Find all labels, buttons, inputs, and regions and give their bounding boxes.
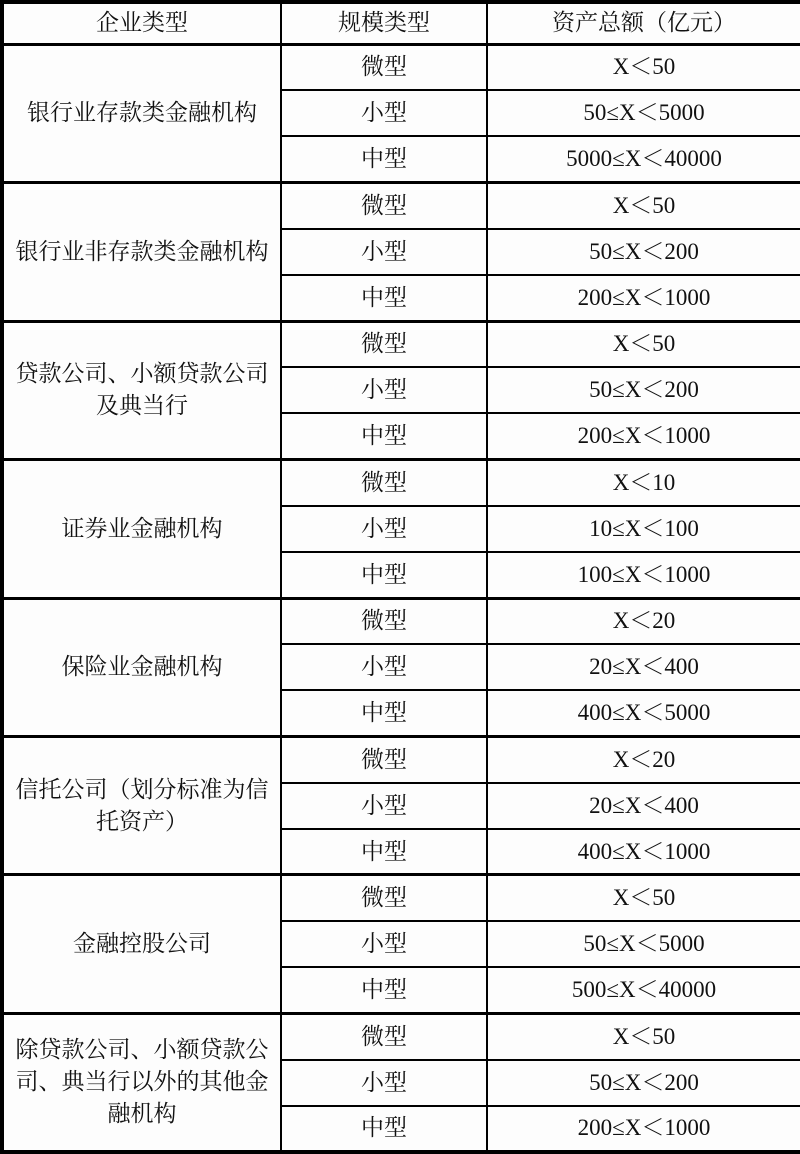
scale-type-cell: 微型	[281, 875, 487, 921]
enterprise-type-cell: 金融控股公司	[2, 875, 281, 1013]
asset-range-cell: 200≤X＜1000	[487, 275, 800, 321]
scale-type-cell: 中型	[281, 136, 487, 182]
header-enterprise-type: 企业类型	[2, 2, 281, 44]
enterprise-type-cell: 证券业金融机构	[2, 460, 281, 598]
asset-range-cell: X＜50	[487, 321, 800, 367]
scale-type-cell: 小型	[281, 367, 487, 413]
asset-range-cell: X＜50	[487, 44, 800, 90]
asset-range-cell: 20≤X＜400	[487, 783, 800, 829]
table-row	[2, 44, 800, 90]
table-row	[2, 183, 800, 229]
scale-type-cell: 小型	[281, 921, 487, 967]
scale-type-cell: 微型	[281, 736, 487, 782]
table-row	[2, 875, 800, 921]
header-scale-type: 规模类型	[281, 2, 487, 44]
asset-range-cell: X＜20	[487, 736, 800, 782]
scale-type-cell: 微型	[281, 44, 487, 90]
enterprise-type-cell: 银行业非存款类金融机构	[2, 183, 281, 321]
scale-type-cell: 中型	[281, 413, 487, 459]
scale-type-cell: 微型	[281, 460, 487, 506]
asset-range-cell: X＜20	[487, 598, 800, 644]
table-row	[2, 736, 800, 782]
asset-range-cell: X＜50	[487, 875, 800, 921]
asset-range-cell: X＜50	[487, 183, 800, 229]
asset-range-cell: 100≤X＜1000	[487, 552, 800, 598]
asset-range-cell: 50≤X＜5000	[487, 90, 800, 136]
table-header-row	[2, 2, 800, 44]
table-row	[2, 598, 800, 644]
table-row	[2, 321, 800, 367]
scale-type-cell: 微型	[281, 1013, 487, 1059]
asset-range-cell: 50≤X＜5000	[487, 921, 800, 967]
scale-type-cell: 小型	[281, 644, 487, 690]
enterprise-type-cell: 银行业存款类金融机构	[2, 44, 281, 182]
asset-range-cell: 20≤X＜400	[487, 644, 800, 690]
scale-type-cell: 小型	[281, 1060, 487, 1106]
scale-type-cell: 小型	[281, 229, 487, 275]
asset-range-cell: 50≤X＜200	[487, 229, 800, 275]
scale-type-cell: 小型	[281, 506, 487, 552]
table-row	[2, 1013, 800, 1059]
table-row	[2, 460, 800, 506]
enterprise-type-cell: 贷款公司、小额贷款公司及典当行	[2, 321, 281, 459]
scale-type-cell: 中型	[281, 690, 487, 736]
asset-range-cell: 50≤X＜200	[487, 367, 800, 413]
scale-type-cell: 中型	[281, 552, 487, 598]
asset-range-cell: 400≤X＜1000	[487, 829, 800, 875]
scale-type-cell: 小型	[281, 90, 487, 136]
asset-range-cell: 200≤X＜1000	[487, 413, 800, 459]
scale-type-cell: 中型	[281, 1106, 487, 1152]
scale-type-cell: 小型	[281, 783, 487, 829]
scale-type-cell: 中型	[281, 275, 487, 321]
asset-range-cell: 400≤X＜5000	[487, 690, 800, 736]
scale-type-cell: 中型	[281, 829, 487, 875]
scale-type-cell: 微型	[281, 598, 487, 644]
scale-type-cell: 微型	[281, 183, 487, 229]
header-asset-total: 资产总额（亿元）	[487, 2, 800, 44]
asset-range-cell: X＜50	[487, 1013, 800, 1059]
enterprise-type-cell: 保险业金融机构	[2, 598, 281, 736]
asset-range-cell: 10≤X＜100	[487, 506, 800, 552]
asset-range-cell: 200≤X＜1000	[487, 1106, 800, 1152]
asset-range-cell: 50≤X＜200	[487, 1060, 800, 1106]
enterprise-type-cell: 除贷款公司、小额贷款公司、典当行以外的其他金融机构	[2, 1013, 281, 1152]
asset-range-cell: 500≤X＜40000	[487, 967, 800, 1013]
asset-range-cell: 5000≤X＜40000	[487, 136, 800, 182]
scale-type-cell: 中型	[281, 967, 487, 1013]
scale-type-cell: 微型	[281, 321, 487, 367]
enterprise-type-cell: 信托公司（划分标准为信托资产）	[2, 736, 281, 874]
asset-range-cell: X＜10	[487, 460, 800, 506]
